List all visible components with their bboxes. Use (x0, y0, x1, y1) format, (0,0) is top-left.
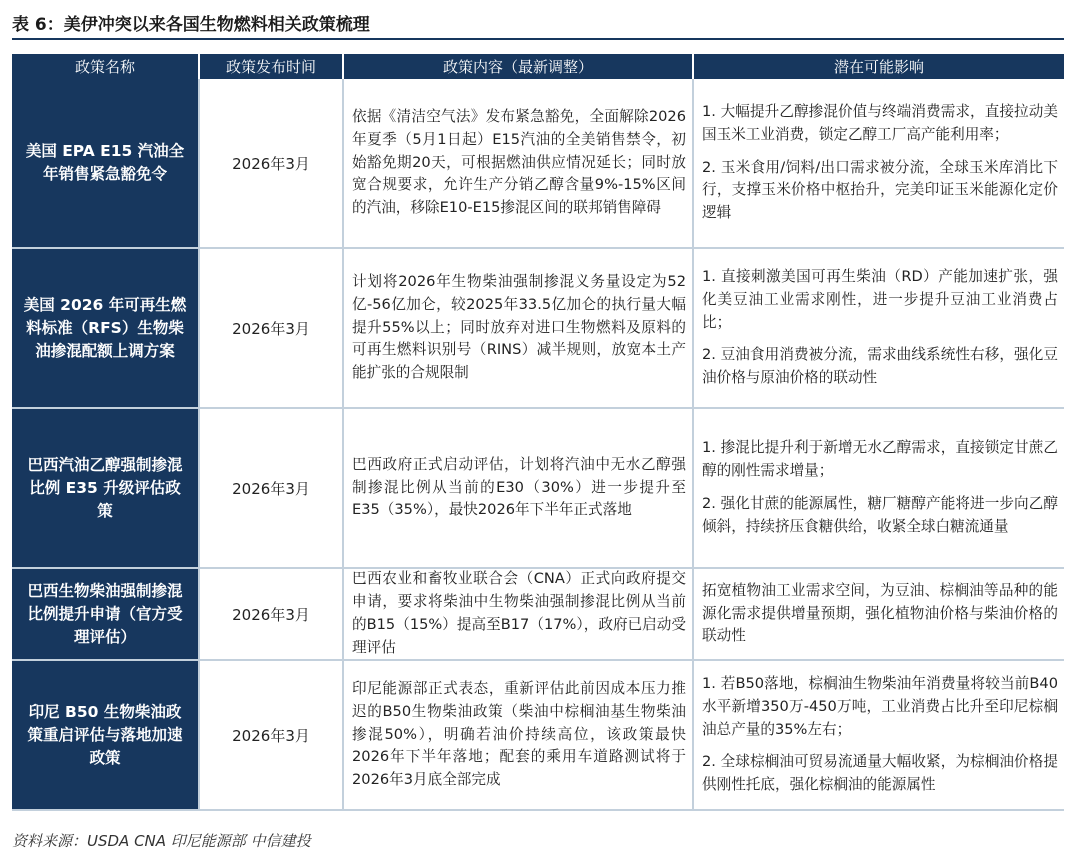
policy-content-cell: 计划将2026年生物柴油强制掺混义务量设定为52亿-56亿加仑，较2025年33.5亿加仑的执行量大幅提升55%以上；同时放弃对进口生物燃料及原料的可再生燃料识别号（RINS）减半规则，放宽本土产能扩张的合规限制 (344, 249, 694, 407)
impact-item: 2. 玉米食用/饲料/出口需求被分流，全球玉米库消比下行，支撑玉米价格中枢抬升，完美印证玉米能源化定价逻辑 (702, 158, 1058, 222)
impact-item: 2. 豆油食用消费被分流，需求曲线系统性右移，强化豆油价格与原油价格的联动性 (702, 346, 1058, 387)
title-divider (12, 38, 1064, 40)
impact-item: 2. 强化甘蔗的能源属性，糖厂糖醇产能将进一步向乙醇倾斜，持续挤压食糖供给，收紧全球白糖流通量 (702, 495, 1058, 535)
policy-name-cell: 巴西生物柴油强制掺混比例提升申请（官方受理评估） (12, 569, 200, 659)
policy-content-cell: 巴西政府正式启动评估，计划将汽油中无水乙醇强制掺混比例从当前的E30（30%）进一步提升至E35（35%），最快2026年下半年正式落地 (344, 409, 694, 567)
impact-item: 拓宽植物油工业需求空间，为豆油、棕榈油等品种的能源化需求提供增量预期，强化植物油价格与柴油价格的联动性 (702, 581, 1058, 645)
table-row (12, 79, 1064, 249)
impact-cell (694, 249, 1064, 407)
impact-item: 1. 直接刺激美国可再生柴油（RD）产能加速扩张，强化美豆油工业需求刚性，进一步提升豆油工业消费占比； (702, 268, 1058, 331)
impact-cell (694, 79, 1064, 247)
release-date-cell: 2026年3月 (200, 661, 344, 809)
impact-item: 2. 全球棕榈油可贸易流通量大幅收紧，为棕榈油价格提供刚性托底，强化棕榈油的能源属性 (702, 753, 1058, 794)
table-row (12, 409, 1064, 569)
source-note: 资料来源：USDA CNA 印尼能源部 中信建投 (12, 832, 311, 850)
policy-content-cell: 印尼能源部正式表态，重新评估此前因成本压力推迟的B50生物柴油政策（柴油中棕榈油基生物柴油掺混50%），明确若油价持续高位，该政策最快2026年下半年落地；配套的乘用车道路测试将于2026年3月底全部完成 (344, 661, 694, 809)
impact-item: 1. 大幅提升乙醇掺混价值与终端消费需求，直接拉动美国玉米工业消费，锁定乙醇工厂高产能利用率； (702, 103, 1058, 143)
header-release-date: 政策发布时间 (200, 54, 344, 79)
table-row (12, 661, 1064, 811)
policy-content-cell: 依据《清洁空气法》发布紧急豁免，全面解除2026年夏季（5月1日起）E15汽油的全美销售禁令，初始豁免期20天，可根据燃油供应情况延长；同时放宽合规要求，允许生产分销乙醇含量9%-15%区间的汽油，移除E10-E15掺混区间的联邦销售障碍 (344, 79, 694, 247)
release-date-cell: 2026年3月 (200, 79, 344, 247)
policy-table (12, 54, 1064, 811)
policy-name-cell: 印尼 B50 生物柴油政策重启评估与落地加速政策 (12, 661, 200, 809)
impact-cell (694, 569, 1064, 659)
header-potential-impact: 潜在可能影响 (694, 54, 1064, 79)
impact-cell (694, 661, 1064, 809)
impact-item: 1. 掺混比提升利于新增无水乙醇需求，直接锁定甘蔗乙醇的刚性需求增量； (702, 439, 1058, 480)
table-title: 表 6：美伊冲突以来各国生物燃料相关政策梳理 (12, 15, 370, 35)
table-row (12, 569, 1064, 661)
release-date-cell: 2026年3月 (200, 249, 344, 407)
table-row (12, 249, 1064, 409)
table-header-row (12, 54, 1064, 79)
impact-cell (694, 409, 1064, 567)
release-date-cell: 2026年3月 (200, 569, 344, 659)
header-policy-content: 政策内容（最新调整） (344, 54, 694, 79)
impact-item: 1. 若B50落地，棕榈油生物柴油年消费量将较当前B40水平新增350万-450万吨，工业消费占比升至印尼棕榈油总产量的35%左右； (702, 675, 1058, 738)
policy-name-cell: 巴西汽油乙醇强制掺混比例 E35 升级评估政策 (12, 409, 200, 567)
policy-name-cell: 美国 EPA E15 汽油全年销售紧急豁免令 (12, 79, 200, 247)
header-policy-name: 政策名称 (12, 54, 200, 79)
policy-name-cell: 美国 2026 年可再生燃料标准（RFS）生物柴油掺混配额上调方案 (12, 249, 200, 407)
release-date-cell: 2026年3月 (200, 409, 344, 567)
policy-content-cell: 巴西农业和畜牧业联合会（CNA）正式向政府提交申请，要求将柴油中生物柴油强制掺混比例从当前的B15（15%）提高至B17（17%），政府已启动受理评估 (344, 569, 694, 659)
